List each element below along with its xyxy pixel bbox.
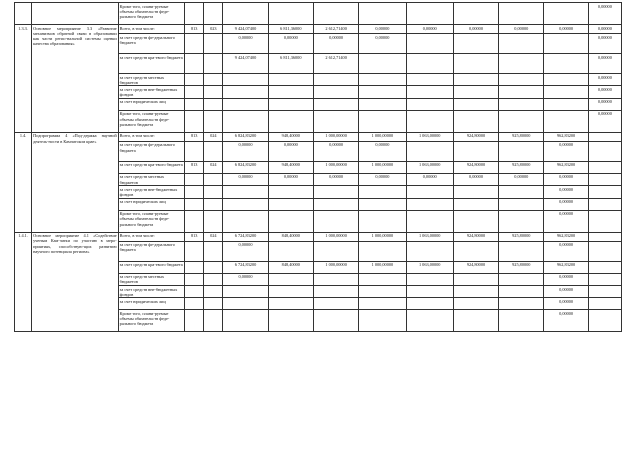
amount-cell-v5 [406, 310, 453, 332]
amount-cell-v1 [223, 198, 268, 210]
amount-cell-v7 [499, 273, 544, 285]
amount-cell-v5 [406, 54, 453, 74]
amount-cell-v3 [313, 3, 358, 25]
amount-cell-v5: 1 063,00000 [406, 232, 453, 241]
section-code-cell: 024 [204, 132, 223, 141]
amount-cell-v9: 0,00000 [588, 54, 621, 74]
amount-cell-v7 [499, 241, 544, 261]
item-name: Подпрограмма 4 «Под-держка научной деятель-ности в Камчатском крае» [32, 132, 119, 232]
amount-cell-v7 [499, 98, 544, 110]
amount-cell-v9 [588, 198, 621, 210]
amount-cell-v9 [588, 241, 621, 261]
amount-cell-v3 [313, 186, 358, 198]
funding-source-label: Кроме того, плани-руемые объемы обязательств феде-рального бюджета [118, 210, 184, 232]
section-code-cell [204, 173, 223, 185]
amount-cell-v6: 0,00000 [453, 173, 498, 185]
amount-cell-v7: 925,80000 [499, 232, 544, 241]
table-body [15, 3, 622, 332]
amount-cell-v1 [223, 298, 268, 310]
section-code-cell [204, 286, 223, 298]
amount-cell-v3 [313, 273, 358, 285]
amount-cell-v1: 9 424,07400 [223, 54, 268, 74]
amount-cell-v7: 925,80000 [499, 161, 544, 173]
amount-cell-v7 [499, 310, 544, 332]
grbs-code-cell [185, 98, 204, 110]
grbs-code-cell [185, 210, 204, 232]
funding-source-label: за счет средств кра-евого бюджета [118, 54, 184, 74]
grbs-code-cell [185, 34, 204, 54]
amount-cell-v5 [406, 74, 453, 86]
amount-cell-v8: 962,83200 [544, 232, 588, 241]
section-code-cell [204, 54, 223, 74]
amount-cell-v5: 1 063,00000 [406, 261, 453, 273]
table-row [15, 132, 622, 141]
amount-cell-v5: 1 063,00000 [406, 132, 453, 141]
amount-cell-v2 [268, 186, 313, 198]
amount-cell-v5 [406, 86, 453, 98]
amount-cell-v3 [313, 98, 358, 110]
amount-cell-v1 [223, 3, 268, 25]
amount-cell-v5: 0,00000 [406, 173, 453, 185]
amount-cell-v8: 0,00000 [544, 210, 588, 232]
amount-cell-v9 [588, 298, 621, 310]
amount-cell-v6: 924,80000 [453, 261, 498, 273]
amount-cell-v3 [313, 110, 358, 132]
amount-cell-v6 [453, 286, 498, 298]
amount-cell-v8 [544, 74, 588, 86]
amount-cell-v9 [588, 232, 621, 241]
amount-cell-v1 [223, 186, 268, 198]
grbs-code-cell [185, 310, 204, 332]
amount-cell-v6 [453, 3, 498, 25]
amount-cell-v9 [588, 186, 621, 198]
amount-cell-v2: 948,40000 [268, 161, 313, 173]
amount-cell-v2 [268, 110, 313, 132]
amount-cell-v2 [268, 86, 313, 98]
amount-cell-v1: 6 724,83200 [223, 232, 268, 241]
item-name: Основное мероприятие 4.1 «Содействие ученым Кам-чатки по участию в меро-приятиях, способствую-щих развитию научного потенциала региона» [32, 232, 119, 332]
amount-cell-v6 [453, 74, 498, 86]
amount-cell-v7: 925,80000 [499, 132, 544, 141]
amount-cell-v9: 0,00000 [588, 34, 621, 54]
amount-cell-v4: 1 000,00000 [359, 232, 406, 241]
funding-source-label: за счет средств фе-дерального бюджета [118, 141, 184, 161]
amount-cell-v5 [406, 34, 453, 54]
amount-cell-v9: 0,00000 [588, 98, 621, 110]
amount-cell-v5: 1 063,00000 [406, 161, 453, 173]
amount-cell-v7 [499, 286, 544, 298]
section-code-cell [204, 98, 223, 110]
amount-cell-v4: 1 000,00000 [359, 132, 406, 141]
amount-cell-v1: 6 824,83200 [223, 132, 268, 141]
amount-cell-v1: 0,00000 [223, 241, 268, 261]
amount-cell-v9: 0,00000 [588, 74, 621, 86]
amount-cell-v6 [453, 110, 498, 132]
amount-cell-v2 [268, 286, 313, 298]
amount-cell-v5 [406, 186, 453, 198]
amount-cell-v7 [499, 110, 544, 132]
amount-cell-v8 [544, 86, 588, 98]
amount-cell-v8 [544, 98, 588, 110]
amount-cell-v4 [359, 54, 406, 74]
funding-source-label: Всего, в том числе: [118, 25, 184, 34]
amount-cell-v9: 0,00000 [588, 25, 621, 34]
funding-source-label: за счет средств местных бюджетов [118, 173, 184, 185]
amount-cell-v8 [544, 34, 588, 54]
amount-cell-v4 [359, 74, 406, 86]
amount-cell-v1: 6 724,83200 [223, 261, 268, 273]
item-name [32, 3, 119, 25]
funding-source-label: за счет средств фе-дерального бюджета [118, 34, 184, 54]
amount-cell-v8: 0,00000 [544, 273, 588, 285]
amount-cell-v6: 924,80000 [453, 161, 498, 173]
section-code-cell [204, 141, 223, 161]
amount-cell-v3 [313, 198, 358, 210]
amount-cell-v4 [359, 298, 406, 310]
grbs-code-cell [185, 54, 204, 74]
table-row [15, 25, 622, 34]
amount-cell-v3: 2 612,71400 [313, 25, 358, 34]
amount-cell-v4 [359, 186, 406, 198]
amount-cell-v8: 0,00000 [544, 25, 588, 34]
grbs-code-cell [185, 198, 204, 210]
amount-cell-v4: 0,00000 [359, 25, 406, 34]
funding-source-label: за счет юридических лиц [118, 298, 184, 310]
grbs-code-cell [185, 261, 204, 273]
amount-cell-v2 [268, 98, 313, 110]
amount-cell-v3 [313, 74, 358, 86]
amount-cell-v8: 0,00000 [544, 286, 588, 298]
amount-cell-v1: 0,00000 [223, 141, 268, 161]
amount-cell-v1: 0,00000 [223, 173, 268, 185]
amount-cell-v5 [406, 141, 453, 161]
section-code-cell [204, 310, 223, 332]
amount-cell-v4 [359, 98, 406, 110]
grbs-code-cell [185, 298, 204, 310]
amount-cell-v8: 0,00000 [544, 173, 588, 185]
amount-cell-v7 [499, 54, 544, 74]
funding-source-label: Всего, в том числе: [118, 232, 184, 241]
table-row [15, 232, 622, 241]
amount-cell-v4: 1 000,00000 [359, 261, 406, 273]
amount-cell-v3: 1 000,00000 [313, 232, 358, 241]
amount-cell-v4: 0,00000 [359, 141, 406, 161]
amount-cell-v4 [359, 110, 406, 132]
amount-cell-v8: 0,00000 [544, 310, 588, 332]
funding-source-label: за счет средств местных бюджетов [118, 273, 184, 285]
amount-cell-v6 [453, 34, 498, 54]
amount-cell-v1: 0,00000 [223, 34, 268, 54]
section-code-cell: 024 [204, 232, 223, 241]
amount-cell-v9: 0,00000 [588, 3, 621, 25]
amount-cell-v7 [499, 74, 544, 86]
amount-cell-v9 [588, 261, 621, 273]
funding-source-label: за счет средств вне-бюджетных фондов [118, 286, 184, 298]
amount-cell-v7 [499, 86, 544, 98]
amount-cell-v5 [406, 241, 453, 261]
amount-cell-v5 [406, 298, 453, 310]
amount-cell-v9 [588, 141, 621, 161]
item-number: 1.4. [15, 132, 32, 232]
amount-cell-v1: 6 824,83200 [223, 161, 268, 173]
amount-cell-v3 [313, 310, 358, 332]
amount-cell-v9 [588, 173, 621, 185]
amount-cell-v8 [544, 3, 588, 25]
amount-cell-v6 [453, 310, 498, 332]
amount-cell-v6 [453, 186, 498, 198]
amount-cell-v1 [223, 86, 268, 98]
funding-source-label: за счет средств кра-евого бюджета [118, 261, 184, 273]
amount-cell-v7 [499, 141, 544, 161]
item-name: Основное мероприятие 3.3 «Развитие механизмов обратной связи в образовании как части регио-нальной системы оценки качества образования» [32, 25, 119, 133]
amount-cell-v2 [268, 273, 313, 285]
funding-source-label: за счет средств вне-бюджетных фондов [118, 86, 184, 98]
amount-cell-v2: 848,40000 [268, 232, 313, 241]
grbs-code-cell: 813 [185, 161, 204, 173]
item-number: 1.4.1. [15, 232, 32, 332]
grbs-code-cell [185, 141, 204, 161]
amount-cell-v2: 6 811,36000 [268, 54, 313, 74]
funding-source-label: за счет средств фе-дерального бюджета [118, 241, 184, 261]
amount-cell-v8: 0,00000 [544, 141, 588, 161]
amount-cell-v3 [313, 241, 358, 261]
amount-cell-v1 [223, 74, 268, 86]
amount-cell-v3: 2 612,71400 [313, 54, 358, 74]
amount-cell-v3 [313, 298, 358, 310]
amount-cell-v9 [588, 286, 621, 298]
amount-cell-v7: 0,00000 [499, 25, 544, 34]
section-code-cell [204, 3, 223, 25]
section-code-cell [204, 86, 223, 98]
amount-cell-v2: 948,40000 [268, 132, 313, 141]
amount-cell-v2 [268, 210, 313, 232]
grbs-code-cell: 813 [185, 232, 204, 241]
funding-source-label: за счет средств кра-евого бюджета [118, 161, 184, 173]
amount-cell-v9: 0,00000 [588, 110, 621, 132]
amount-cell-v6 [453, 198, 498, 210]
section-code-cell [204, 241, 223, 261]
amount-cell-v6 [453, 54, 498, 74]
amount-cell-v6: 924,80000 [453, 132, 498, 141]
amount-cell-v6 [453, 241, 498, 261]
amount-cell-v7 [499, 210, 544, 232]
amount-cell-v9 [588, 132, 621, 141]
amount-cell-v4: 0,00000 [359, 173, 406, 185]
amount-cell-v4: 1 000,00000 [359, 161, 406, 173]
section-code-cell: 023 [204, 25, 223, 34]
amount-cell-v6 [453, 98, 498, 110]
amount-cell-v8: 962,83200 [544, 161, 588, 173]
grbs-code-cell [185, 110, 204, 132]
amount-cell-v2 [268, 3, 313, 25]
budget-table [14, 2, 622, 332]
amount-cell-v2 [268, 241, 313, 261]
amount-cell-v3 [313, 210, 358, 232]
amount-cell-v9 [588, 273, 621, 285]
amount-cell-v3: 0,00000 [313, 34, 358, 54]
amount-cell-v1 [223, 110, 268, 132]
amount-cell-v3 [313, 86, 358, 98]
amount-cell-v8: 0,00000 [544, 241, 588, 261]
amount-cell-v5 [406, 210, 453, 232]
amount-cell-v1: 0,00000 [223, 273, 268, 285]
amount-cell-v7 [499, 3, 544, 25]
grbs-code-cell [185, 286, 204, 298]
section-code-cell [204, 210, 223, 232]
amount-cell-v3: 1 000,00000 [313, 161, 358, 173]
amount-cell-v6 [453, 273, 498, 285]
amount-cell-v2 [268, 310, 313, 332]
amount-cell-v5 [406, 286, 453, 298]
funding-source-label: за счет средств местных бюджетов [118, 74, 184, 86]
table-row [15, 3, 622, 25]
amount-cell-v4: 0,00000 [359, 34, 406, 54]
amount-cell-v1 [223, 286, 268, 298]
item-number [15, 3, 32, 25]
amount-cell-v7 [499, 186, 544, 198]
item-number: 1.3.3. [15, 25, 32, 133]
amount-cell-v9 [588, 161, 621, 173]
amount-cell-v8: 0,00000 [544, 186, 588, 198]
amount-cell-v4 [359, 241, 406, 261]
amount-cell-v9 [588, 310, 621, 332]
funding-source-label: Кроме того, плани-руемые объемы обязательств феде-рального бюджета [118, 3, 184, 25]
funding-source-label: за счет средств вне-бюджетных фондов [118, 186, 184, 198]
amount-cell-v6 [453, 298, 498, 310]
amount-cell-v3: 0,00000 [313, 173, 358, 185]
amount-cell-v2: 6 811,36000 [268, 25, 313, 34]
amount-cell-v8: 0,00000 [544, 298, 588, 310]
amount-cell-v1 [223, 310, 268, 332]
amount-cell-v8 [544, 54, 588, 74]
amount-cell-v2: 0,00000 [268, 141, 313, 161]
amount-cell-v4 [359, 273, 406, 285]
amount-cell-v5: 0,00000 [406, 25, 453, 34]
amount-cell-v6: 0,00000 [453, 25, 498, 34]
grbs-code-cell [185, 186, 204, 198]
amount-cell-v4 [359, 198, 406, 210]
amount-cell-v1 [223, 98, 268, 110]
amount-cell-v2: 0,00000 [268, 34, 313, 54]
section-code-cell [204, 198, 223, 210]
funding-source-label: за счет юридических лиц [118, 198, 184, 210]
amount-cell-v2: 0,00000 [268, 173, 313, 185]
amount-cell-v1: 9 424,07400 [223, 25, 268, 34]
amount-cell-v5 [406, 110, 453, 132]
section-code-cell [204, 298, 223, 310]
amount-cell-v5 [406, 198, 453, 210]
amount-cell-v7: 0,00000 [499, 173, 544, 185]
grbs-code-cell [185, 241, 204, 261]
amount-cell-v7 [499, 34, 544, 54]
amount-cell-v2: 848,40000 [268, 261, 313, 273]
amount-cell-v4 [359, 86, 406, 98]
amount-cell-v4 [359, 310, 406, 332]
amount-cell-v7 [499, 298, 544, 310]
grbs-code-cell [185, 86, 204, 98]
amount-cell-v6: 924,80000 [453, 232, 498, 241]
funding-source-label: Кроме того, плани-руемые объемы обязательств феде-рального бюджета [118, 310, 184, 332]
section-code-cell [204, 34, 223, 54]
grbs-code-cell [185, 273, 204, 285]
amount-cell-v1 [223, 210, 268, 232]
amount-cell-v5 [406, 98, 453, 110]
grbs-code-cell: 813 [185, 25, 204, 34]
amount-cell-v7 [499, 198, 544, 210]
amount-cell-v3 [313, 286, 358, 298]
grbs-code-cell [185, 173, 204, 185]
amount-cell-v5 [406, 3, 453, 25]
funding-source-label: за счет юридических лиц [118, 98, 184, 110]
amount-cell-v8: 962,83200 [544, 261, 588, 273]
amount-cell-v8: 0,00000 [544, 198, 588, 210]
amount-cell-v2 [268, 74, 313, 86]
amount-cell-v3: 1 000,00000 [313, 261, 358, 273]
budget-table-page [14, 2, 622, 332]
amount-cell-v3: 0,00000 [313, 141, 358, 161]
section-code-cell [204, 74, 223, 86]
amount-cell-v4 [359, 286, 406, 298]
amount-cell-v4 [359, 3, 406, 25]
grbs-code-cell: 813 [185, 132, 204, 141]
grbs-code-cell [185, 74, 204, 86]
amount-cell-v6 [453, 141, 498, 161]
section-code-cell [204, 261, 223, 273]
section-code-cell [204, 186, 223, 198]
amount-cell-v3: 1 000,00000 [313, 132, 358, 141]
amount-cell-v2 [268, 198, 313, 210]
amount-cell-v4 [359, 210, 406, 232]
funding-source-label: Кроме того, плани-руемые объемы обязательств феде-рального бюджета [118, 110, 184, 132]
amount-cell-v7: 925,80000 [499, 261, 544, 273]
funding-source-label: Всего, в том числе: [118, 132, 184, 141]
amount-cell-v8: 962,83200 [544, 132, 588, 141]
amount-cell-v9 [588, 210, 621, 232]
amount-cell-v2 [268, 298, 313, 310]
section-code-cell [204, 110, 223, 132]
section-code-cell [204, 273, 223, 285]
amount-cell-v8 [544, 110, 588, 132]
amount-cell-v9: 0,00000 [588, 86, 621, 98]
amount-cell-v6 [453, 86, 498, 98]
amount-cell-v6 [453, 210, 498, 232]
grbs-code-cell [185, 3, 204, 25]
section-code-cell: 024 [204, 161, 223, 173]
amount-cell-v5 [406, 273, 453, 285]
